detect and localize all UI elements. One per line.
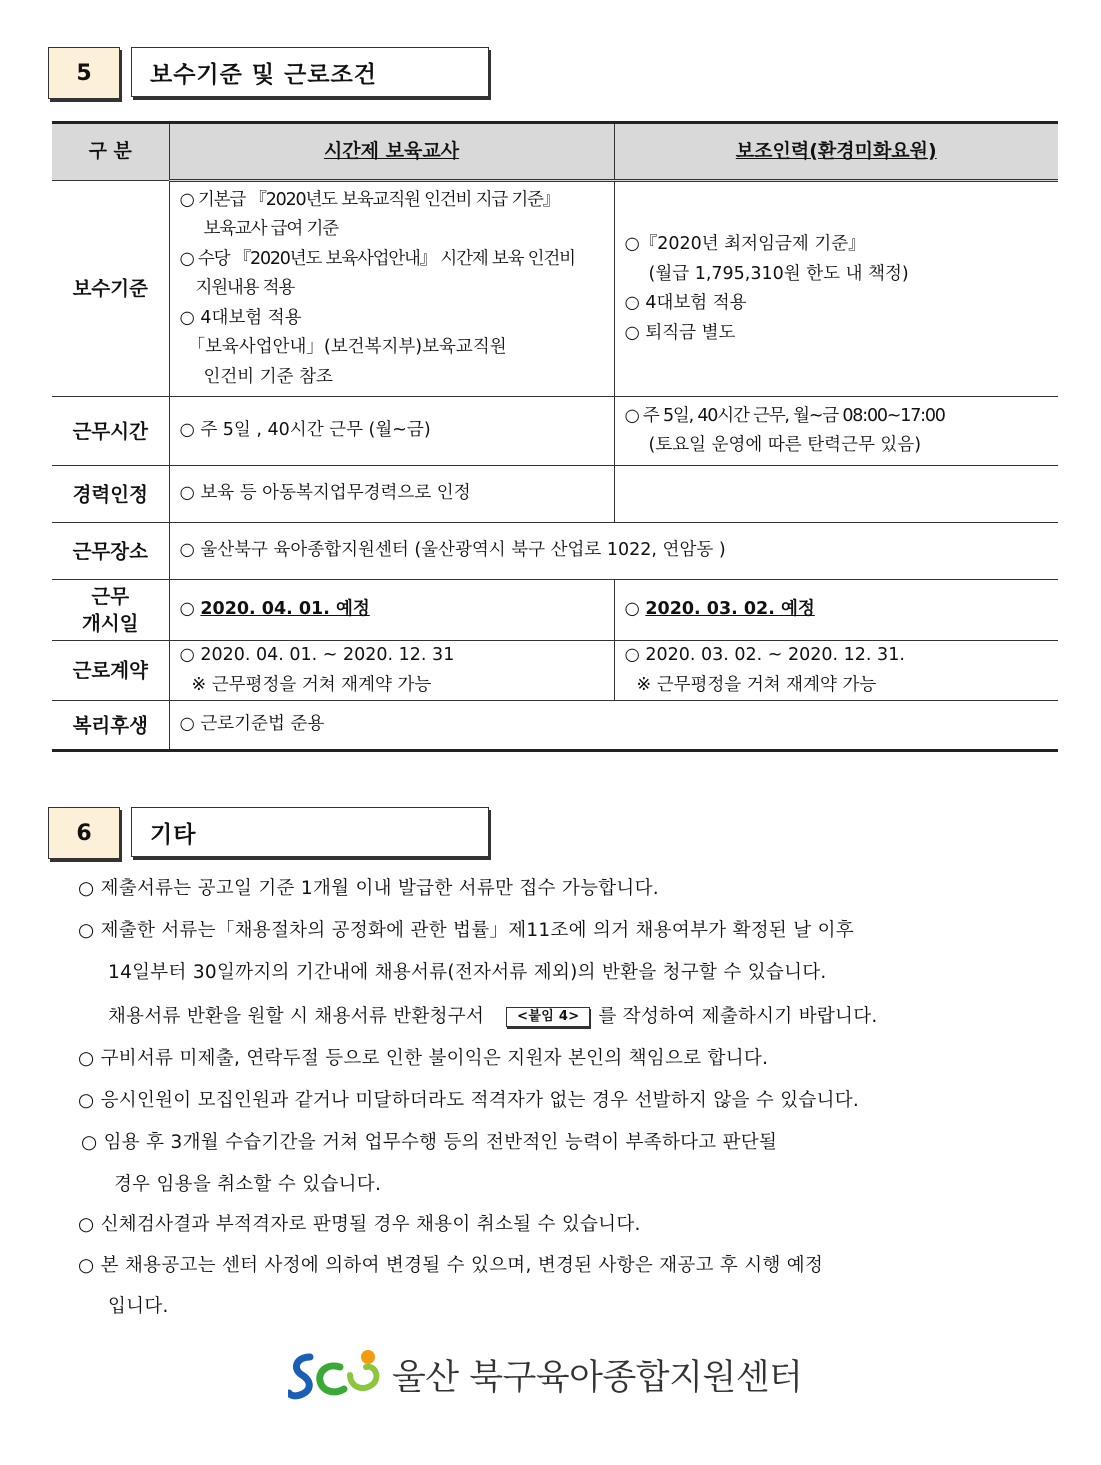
header-parttime-teacher: 시간제 보육교사 — [169, 123, 614, 181]
pay-assistant-cell: ○『2020년 최저임금제 기준』 (월급 1,795,310원 한도 내 책정) ○ 4대보험 적용 ○ 퇴직금 별도 — [614, 181, 1058, 397]
conditions-table — [52, 121, 1058, 752]
header-assistant: 보조인력(환경미화요원) — [614, 123, 1058, 181]
career-assistant-cell — [614, 466, 1058, 523]
org-logo — [288, 1345, 808, 1405]
list-item: ○ 임용 후 3개월 수습기간을 거쳐 업무수행 등의 전반적인 능력이 부족하다고 판단될 — [81, 1132, 778, 1153]
row-label: 근무 개시일 — [52, 580, 169, 641]
list-item: ○ 구비서류 미제출, 연락두절 등으로 인한 불이익은 지원자 본인의 책임으로 합니다. — [78, 1048, 769, 1069]
list-item-continuation: 입니다. — [108, 1296, 169, 1317]
start-assistant-cell: ○ 2020. 03. 02. 예정 — [614, 580, 1058, 641]
pay-teacher-cell: ○ 기본급 『2020년도 보육교직원 인건비 지급 기준』 보육교사 급여 기준 ○ 수당 『2020년도 보육사업안내』 시간제 보육 인건비 지원내용 적용 ○ 4대보험 적용 「보육사업안내」(보건복지부)보육교직원 인건비 기준 참조 — [169, 181, 614, 397]
attachment-tag: <붙임 4> — [506, 1007, 590, 1027]
section-number: 5 — [48, 47, 120, 99]
hours-assistant-cell: ○ 주 5일, 40시간 근무, 월~금 08:00~17:00 (토요일 운영에 따른 탄력근무 있음) — [614, 397, 1058, 466]
hours-teacher-cell: ○ 주 5일 , 40시간 근무 (월~금) — [169, 397, 614, 466]
table-row-start — [52, 580, 1058, 641]
contract-assistant-cell: ○ 2020. 03. 02. ~ 2020. 12. 31. ※ 근무평정을 거쳐 재계약 가능 — [614, 641, 1058, 701]
table-header-row — [52, 123, 1058, 181]
row-label: 근무시간 — [52, 397, 169, 466]
contract-teacher-cell: ○ 2020. 04. 01. ~ 2020. 12. 31 ※ 근무평정을 거쳐 재계약 가능 — [169, 641, 614, 701]
org-name: 울산 북구육아종합지원센터 — [392, 1358, 803, 1398]
table-row-place — [52, 523, 1058, 580]
list-item-continuation: 경우 임용을 취소할 수 있습니다. — [114, 1174, 382, 1195]
list-item: ○ 본 채용공고는 센터 사정에 의하여 변경될 수 있으며, 변경된 사항은 재공고 후 시행 예정 — [78, 1255, 824, 1276]
list-item: ○ 신체검사결과 부적격자로 판명될 경우 채용이 취소될 수 있습니다. — [78, 1214, 641, 1235]
table-row-welfare — [52, 701, 1058, 751]
row-label: 근무장소 — [52, 523, 169, 580]
row-label: 복리후생 — [52, 701, 169, 751]
table-row-pay — [52, 181, 1058, 397]
org-logo-icon — [288, 1347, 380, 1403]
place-cell: ○ 울산북구 육아종합지원센터 (울산광역시 북구 산업로 1022, 연암동 ) — [169, 523, 1058, 580]
row-label: 경력인정 — [52, 466, 169, 523]
section-number: 6 — [48, 807, 120, 859]
section-title: 보수기준 및 근로조건 — [131, 47, 489, 97]
table-row-contract — [52, 641, 1058, 701]
list-item: ○ 제출서류는 공고일 기준 1개월 이내 발급한 서류만 접수 가능합니다. — [78, 878, 659, 899]
table-row-career — [52, 466, 1058, 523]
section-title: 기타 — [131, 807, 489, 857]
list-item-continuation: 14일부터 30일까지의 기간내에 채용서류(전자서류 제외)의 반환을 청구할 수 있습니다. — [108, 962, 827, 983]
header-category: 구 분 — [52, 123, 169, 181]
table-row-hours — [52, 397, 1058, 466]
start-teacher-cell: ○ 2020. 04. 01. 예정 — [169, 580, 614, 641]
career-teacher-cell: ○ 보육 등 아동복지업무경력으로 인정 — [169, 466, 614, 523]
row-label: 보수기준 — [52, 181, 169, 397]
welfare-cell: ○ 근로기준법 준용 — [169, 701, 1058, 751]
list-item: ○ 응시인원이 모집인원과 같거나 미달하더라도 적격자가 없는 경우 선발하지 않을 수 있습니다. — [78, 1090, 860, 1111]
row-label: 근로계약 — [52, 641, 169, 701]
list-item-continuation: 채용서류 반환을 원할 시 채용서류 반환청구서 <붙임 4> 를 작성하여 제출하시기 바랍니다. — [108, 1006, 878, 1027]
list-item: ○ 제출한 서류는「채용절차의 공정화에 관한 법률」제11조에 의거 채용여부가 확정된 날 이후 — [78, 920, 854, 941]
